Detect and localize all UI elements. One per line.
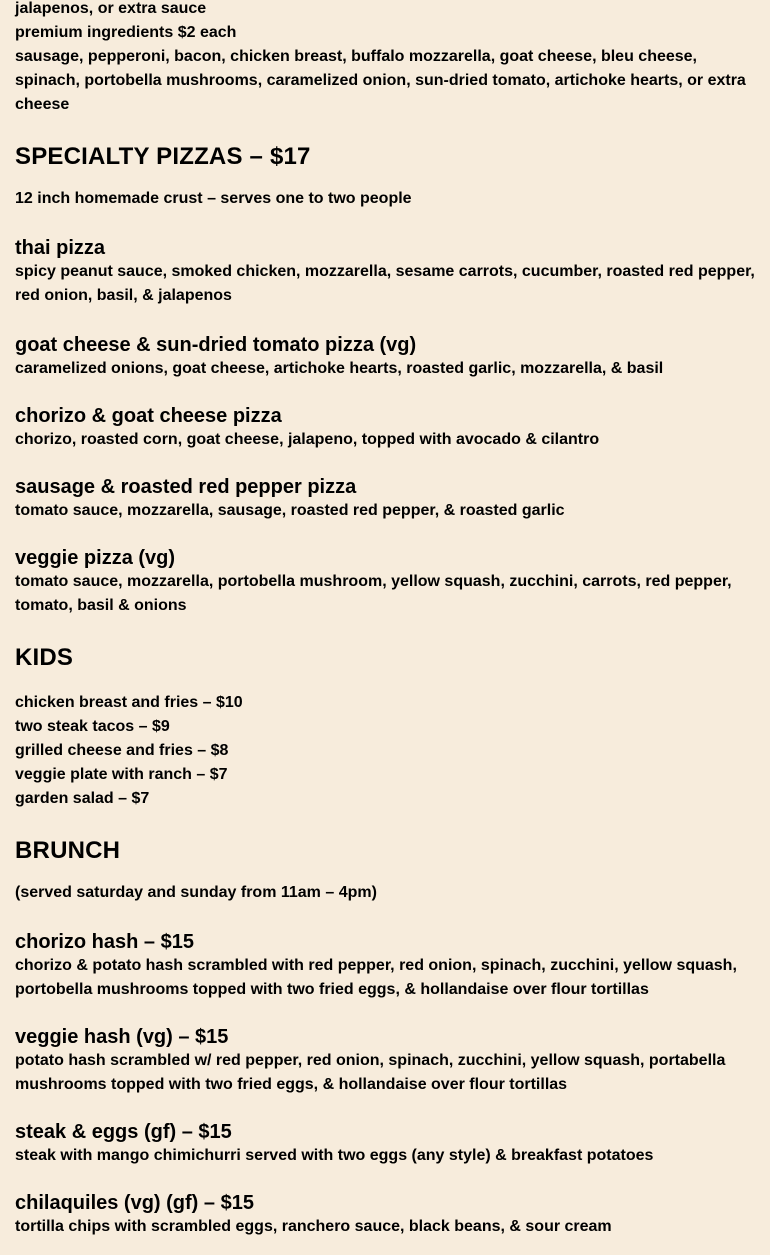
item-title: sausage & roasted red pepper pizza — [15, 476, 357, 498]
item-description: tomato sauce, mozzarella, portobella mushroom, yellow squash, zucchini, carrots, red pepper, tomato, basil & onions — [15, 573, 732, 614]
menu-item — [15, 546, 760, 618]
item-description: spicy peanut sauce, smoked chicken, mozzarella, sesame carrots, cucumber, roasted red pepper, red onion, basil, & jalapenos — [15, 263, 755, 304]
topping-line: jalapenos, or extra sauce — [15, 0, 207, 17]
item-title: veggie pizza (vg) — [15, 547, 176, 569]
item-title: chorizo & goat cheese pizza — [15, 405, 282, 427]
item-description: chorizo & potato hash scrambled with red pepper, red onion, spinach, zucchini, yellow squash, portobella mushrooms topped with two fried eggs, & hollandaise over flour tortillas — [15, 957, 737, 998]
item-description: caramelized onions, goat cheese, artichoke hearts, roasted garlic, mozzarella, & basil — [15, 360, 664, 377]
item-title: steak & eggs (gf) – $15 — [15, 1121, 232, 1143]
premium-ingredients-list: sausage, pepperoni, bacon, chicken breast, buffalo mozzarella, goat cheese, bleu cheese, spinach, portobella mushrooms, caramelized onion, sun-dried tomato, artichoke hearts, or extra cheese — [15, 48, 746, 113]
menu-item — [15, 236, 760, 308]
intro-block — [15, 0, 760, 117]
menu-item — [15, 333, 760, 381]
item-title: chorizo hash – $15 — [15, 931, 194, 953]
kids-heading: KIDS — [15, 644, 74, 671]
menu-item — [15, 404, 760, 452]
kids-list — [15, 691, 760, 811]
specialty-subtitle: 12 inch homemade crust – serves one to two people — [15, 190, 412, 207]
menu-item — [15, 930, 760, 1002]
brunch-heading: BRUNCH — [15, 837, 121, 864]
item-description: steak with mango chimichurri served with two eggs (any style) & breakfast potatoes — [15, 1147, 654, 1164]
menu-item — [15, 1120, 760, 1168]
kids-item: garden salad – $7 — [15, 790, 150, 807]
menu-page — [15, 0, 760, 1239]
premium-ingredients-label: premium ingredients $2 each — [15, 24, 237, 41]
item-title: thai pizza — [15, 237, 106, 259]
menu-item — [15, 475, 760, 523]
menu-item — [15, 1025, 760, 1097]
item-title: chilaquiles (vg) (gf) – $15 — [15, 1192, 254, 1214]
item-title: goat cheese & sun-dried tomato pizza (vg) — [15, 334, 417, 356]
kids-item: chicken breast and fries – $10 — [15, 694, 243, 711]
item-description: tortilla chips with scrambled eggs, ranchero sauce, black beans, & sour cream — [15, 1218, 612, 1235]
menu-item — [15, 1191, 760, 1239]
kids-item: veggie plate with ranch – $7 — [15, 766, 228, 783]
specialty-pizzas-heading: SPECIALTY PIZZAS – $17 — [15, 143, 311, 170]
item-description: tomato sauce, mozzarella, sausage, roasted red pepper, & roasted garlic — [15, 502, 565, 519]
item-description: chorizo, roasted corn, goat cheese, jalapeno, topped with avocado & cilantro — [15, 431, 600, 448]
item-title: veggie hash (vg) – $15 — [15, 1026, 229, 1048]
kids-item: grilled cheese and fries – $8 — [15, 742, 229, 759]
brunch-subtitle: (served saturday and sunday from 11am – 4pm) — [15, 884, 377, 901]
item-description: potato hash scrambled w/ red pepper, red onion, spinach, zucchini, yellow squash, portabella mushrooms topped with two fried eggs, & hollandaise over flour tortillas — [15, 1052, 726, 1093]
kids-item: two steak tacos – $9 — [15, 718, 170, 735]
